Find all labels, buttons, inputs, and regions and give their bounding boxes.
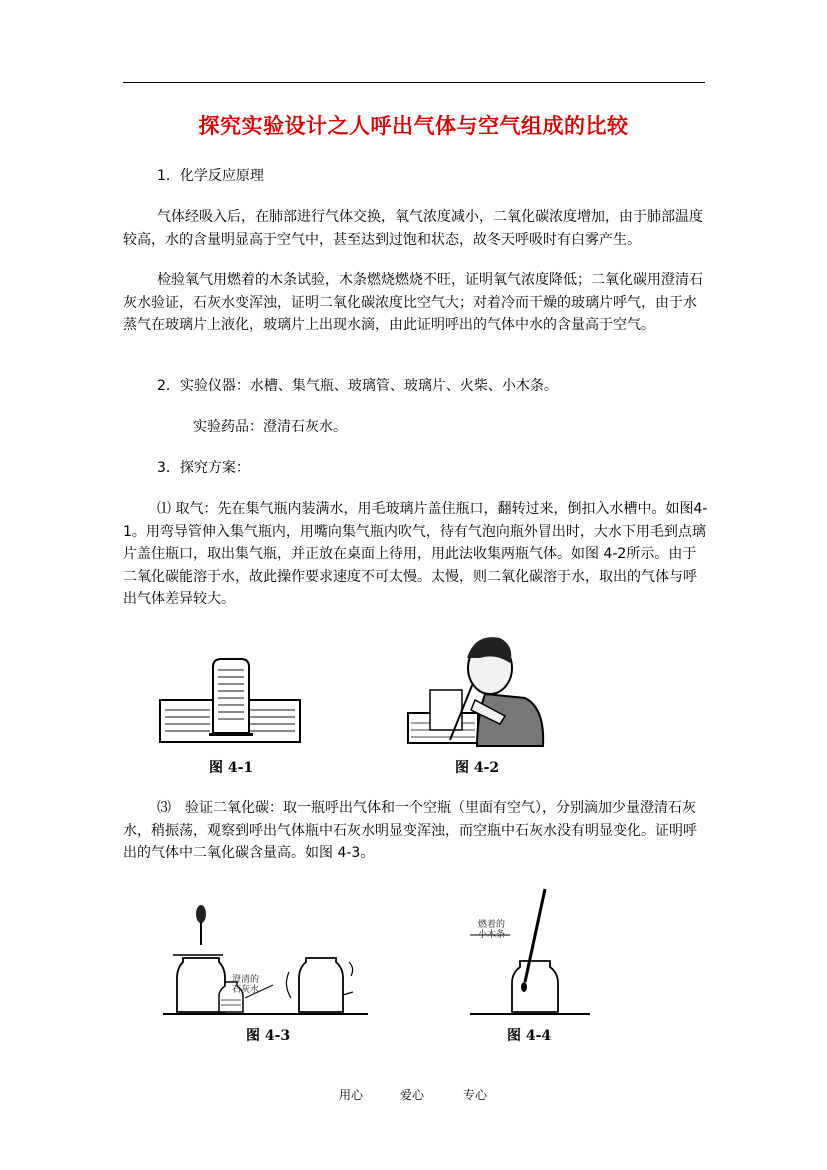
document-title: 探究实验设计之人呼出气体与空气组成的比较 xyxy=(198,114,629,138)
figure-4-4-label: 燃着的小木条 xyxy=(478,920,506,940)
section-heading-apparatus: 2．实验仪器：水槽、集气瓶、玻璃管、玻璃片、火柴、小木条。 xyxy=(157,378,558,394)
paragraph-gas-collection: ⑴ 取气：先在集气瓶内装满水，用毛玻璃片盖住瓶口，翻转过来，倒扣入水槽中。如图4-1。用弯导管伸入集气瓶内，用嘴向集气瓶内吹气，待有气泡向瓶外冒出时，大水下用毛到点璃片盖住瓶口，取出集气瓶，并正放在桌面上待用，用此法收集两瓶气体。如图 4-2所示。由于二氧化碳能溶于水，故此操作要求速度不可太慢。太慢，则二氧化碳溶于水，取出的气体与呼出气体差异较大。 xyxy=(123,501,708,607)
figure-4-3-label: 澄清的石灰水 xyxy=(232,975,260,995)
figure-4-2-caption: 图 4-2 xyxy=(455,760,500,776)
figure-4-3 xyxy=(163,900,368,1020)
figure-4-1-caption: 图 4-1 xyxy=(209,760,254,776)
figure-4-4 xyxy=(470,887,590,1020)
section-heading-plan: 3．探究方案： xyxy=(157,460,250,476)
figure-4-1 xyxy=(155,655,305,750)
figure-4-2 xyxy=(405,628,550,750)
figure-4-4-caption: 图 4-4 xyxy=(507,1028,552,1044)
footer-item-2: 爱心 xyxy=(400,1088,425,1102)
footer-item-1: 用心 xyxy=(339,1088,364,1102)
paragraph-principle: 气体经吸入后，在肺部进行气体交换，氧气浓度减小，二氧化碳浓度增加，由于肺部温度较高，水的含量明显高于空气中，甚至达到过饱和状态，故冬天呼吸时有白雾产生。 xyxy=(123,209,703,248)
footer-item-3: 专心 xyxy=(463,1088,488,1102)
paragraph-test-method: 检验氧气用燃着的木条试验，木条燃烧燃烧不旺，证明氧气浓度降低；二氧化碳用澄清石灰水验证，石灰水变浑浊，证明二氧化碳浓度比空气大；对着冷而干燥的玻璃片呼气，由于水蒸气在玻璃片上液化，玻璃片上出现水滴，由此证明呼出的气体中水的含量高于空气。 xyxy=(123,272,703,333)
paragraph-co2-test: ⑶ 验证二氧化碳：取一瓶呼出气体和一个空瓶（里面有空气），分别滴加少量澄清石灰水，稍振荡，观察到呼出气体瓶中石灰水明显变浑浊，而空瓶中石灰水没有明显变化。证明呼出的气体中二氧化碳含量高。如图 4-3。 xyxy=(123,800,697,861)
header-rule xyxy=(123,82,705,83)
figure-4-3-caption: 图 4-3 xyxy=(246,1028,291,1044)
section-heading-principle: 1．化学反应原理 xyxy=(157,168,264,184)
reagents-line: 实验药品：澄清石灰水。 xyxy=(193,419,347,435)
